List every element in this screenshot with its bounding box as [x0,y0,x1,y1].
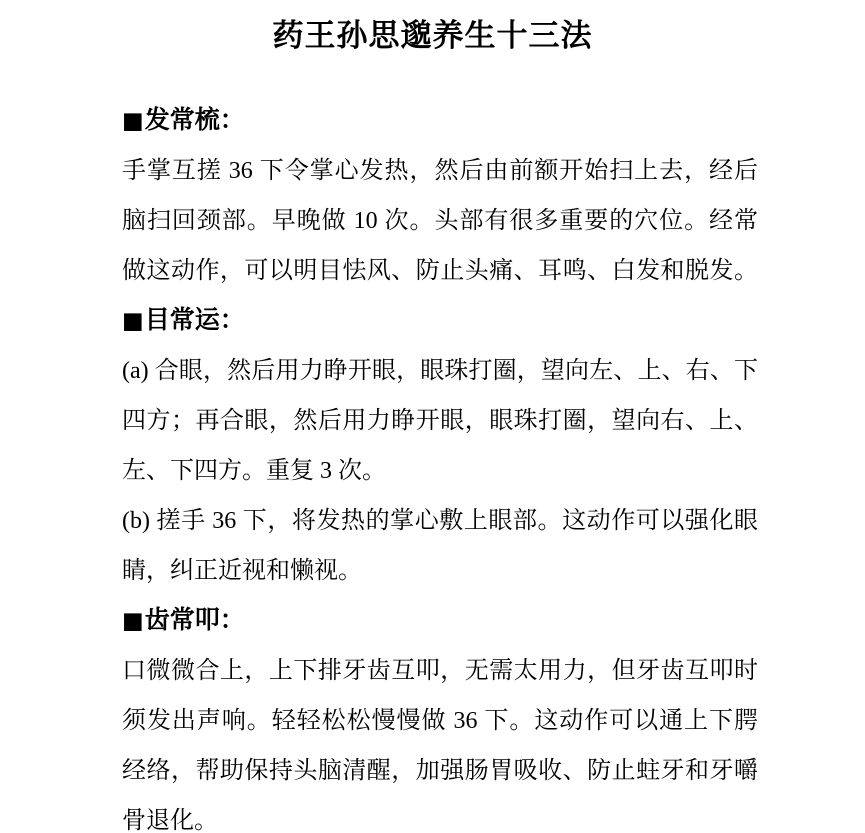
body-line: (a) 合眼，然后用力睁开眼，眼珠打圈，望向左、上、右、下 [122,358,758,384]
section-bullet-icon: ■ [122,108,144,134]
document-title: 药王孙思邈养生十三法 [272,18,593,53]
section-heading-muchangyun [122,296,758,346]
section-heading-label: 发常梳： [144,107,245,134]
body-line: 脑扫回颈部。早晚做 10 次。头部有很多重要的穴位。经常 [122,208,758,234]
body-line: 左、下四方。重复 3 次。 [122,458,386,484]
section-bullet-icon: ■ [122,308,144,334]
body-line: 手掌互搓 36 下令掌心发热，然后由前额开始扫上去，经后 [122,158,758,184]
body-line: (b) 搓手 36 下，将发热的掌心敷上眼部。这动作可以强化眼 [122,508,758,534]
body-line: 经络，帮助保持头脑清醒，加强肠胃吸收、防止蛀牙和牙嚼 [122,758,758,784]
section-heading-label: 目常运： [144,307,245,334]
section-bullet-icon: ■ [122,608,144,634]
body-line: 口微微合上，上下排牙齿互叩，无需太用力，但牙齿互叩时 [122,658,758,684]
body-line: 骨退化。 [122,808,218,833]
body-line: 做这动作，可以明目怯风、防止头痛、耳鸣、白发和脱发。 [122,258,758,284]
section-heading-fachangshu [122,96,758,146]
body-line: 四方；再合眼，然后用力睁开眼，眼珠打圈，望向右、上、 [122,408,758,434]
section-heading-chichangkou [122,596,758,646]
document-body [122,96,758,833]
section-heading-label: 齿常叩： [144,607,245,634]
body-line: 须发出声响。轻轻松松慢慢做 36 下。这动作可以通上下腭 [122,708,758,734]
body-line: 睛，纠正近视和懒视。 [122,558,362,584]
